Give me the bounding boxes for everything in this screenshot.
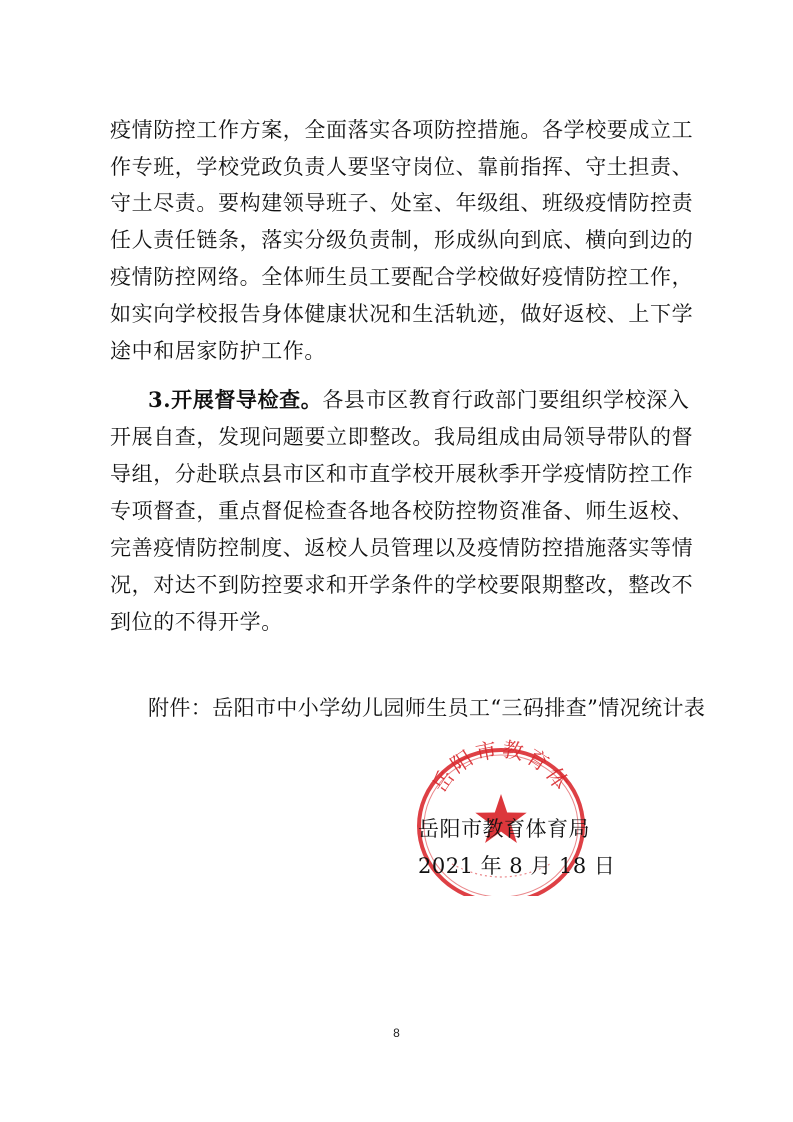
- paragraph-2-first-line: [148, 386, 688, 414]
- paragraph-1-line: 作专班，学校党政负责人要坚守岗位、靠前指挥、守土担责、: [110, 155, 694, 179]
- paragraph-2-line: 导组，分赴联点县市区和市直学校开展秋季开学疫情防控工作: [110, 462, 694, 486]
- issue-date: 2021 年 8 月 18 日: [418, 854, 616, 878]
- paragraph-2-line: 到位的不得开学。: [110, 610, 283, 634]
- paragraph-2-line: 完善疫情防控制度、返校人员管理以及疫情防控措施落实等情: [110, 536, 694, 560]
- paragraph-1-line: 疫情防控工作方案，全面落实各项防控措施。各学校要成立工: [110, 118, 694, 142]
- paragraph-1-line: 疫情防控网络。全体师生员工要配合学校做好疫情防控工作，: [110, 265, 694, 289]
- paragraph-1-line: 如实向学校报告身体健康状况和生活轨迹，做好返校、上下学: [110, 302, 694, 326]
- paragraph-2-first-line-text: 各县市区教育行政部门要组织学校深入: [322, 388, 690, 412]
- paragraph-2-line: 专项督查，重点督促检查各地各校防控物资准备、师生返校、: [110, 499, 694, 523]
- attachment-note: 附件：岳阳市中小学幼儿园师生员工“三码排查”情况统计表: [148, 696, 706, 720]
- paragraph-2-line: 况，对达不到防控要求和开学条件的学校要限期整改，整改不: [110, 573, 694, 597]
- paragraph-1-line: 守土尽责。要构建领导班子、处室、年级组、班级疫情防控责: [110, 191, 694, 215]
- issuing-authority: 岳阳市教育体育局: [418, 817, 590, 841]
- page-number: 8: [393, 1026, 400, 1040]
- section-heading: 3.开展督导检查。: [148, 387, 323, 412]
- seal-text: 岳阳市教育体: [427, 738, 575, 797]
- paragraph-2-line: 开展自查，发现问题要立即整改。我局组成由局领导带队的督: [110, 425, 694, 449]
- paragraph-1-line: 途中和居家防护工作。: [110, 339, 326, 363]
- paragraph-1-line: 任人责任链条，落实分级负责制，形成纵向到底、横向到边的: [110, 228, 694, 252]
